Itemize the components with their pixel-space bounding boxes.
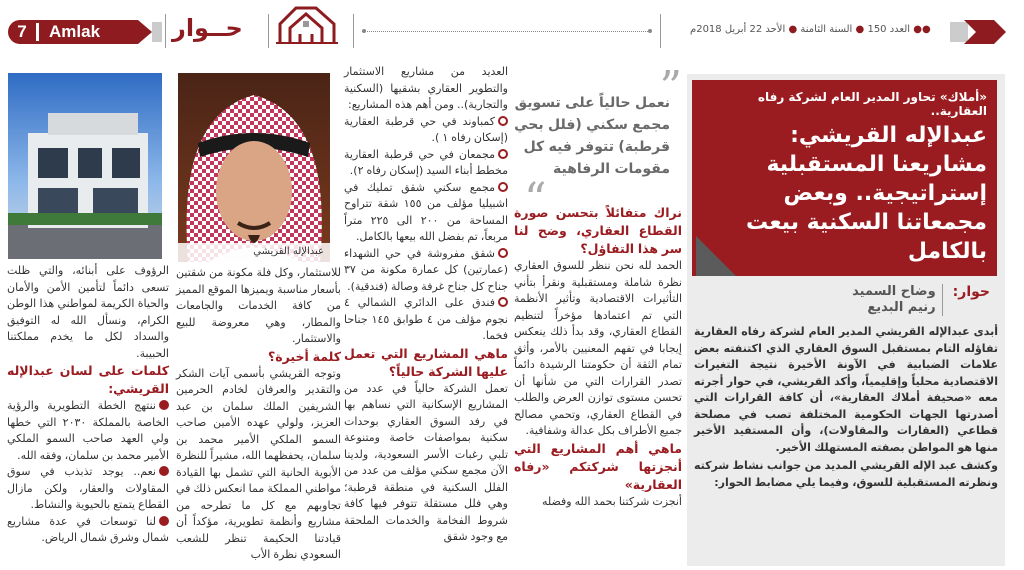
list-item: نعم.. يوجد تذبذب في سوق المقاولات والعقار، ولكن مازال القطاع يتمتع بالحيوية والنشاط. bbox=[7, 465, 169, 511]
list-item: ننتهج الخطة التطويرية والرؤية الخاصة بالمملكة ٢٠٣٠ التي خطها ولي العهد صاحب السمو الملكي الأمير محمد بن سلمان، وفقه الله. bbox=[7, 399, 169, 462]
author-name: وضاح السميد bbox=[852, 284, 936, 299]
arrow-right-icon bbox=[950, 20, 1006, 44]
paragraph: العديد من مشاريع الاستثمار والتطوير العقاري بشقيها (السكنية والتجارية).. ومن أهم هذه المشاريع: bbox=[344, 65, 508, 111]
date-label: 22 أبريل 2018م bbox=[690, 24, 763, 35]
circle-outline-icon bbox=[498, 248, 508, 258]
byline-label: حوار: bbox=[952, 284, 990, 300]
filled-circle-icon bbox=[159, 466, 169, 476]
tab-gray-block bbox=[152, 22, 162, 42]
intro-paragraph: وكشف عبد الإله القريشي المديد من جوانب نشاط شركته ونظرته المستقبلية للسوق، وفيما يلي مضابط الحوار: bbox=[694, 459, 998, 489]
divider bbox=[268, 14, 269, 48]
list-item: فندق على الدائري الشمالي ٤ نجوم مؤلف من ٤ طوابق ١٤٥ جناحا فخما. bbox=[344, 296, 508, 342]
photo-caption: عبدالإله القريشي bbox=[178, 243, 330, 263]
circle-outline-icon bbox=[498, 297, 508, 307]
question: نراك متفائلاً بتحسن صورة القطاع العقاري، وضح لنا سر هذا التفاؤل؟ bbox=[514, 205, 682, 256]
issue-number: العدد 150 bbox=[867, 24, 911, 35]
quote-close-icon: ” bbox=[659, 62, 682, 113]
question: ماهي المشاريع التي تعمل عليها الشركة حالياً؟ bbox=[344, 345, 508, 379]
circle-outline-icon bbox=[498, 116, 508, 126]
answer: وتوجه القريشي بأسمى آيات الشكر والتقدير والعرفان لخادم الحرمين الشريفين الملك سلمان بن عبد العزيز، ولولي عهده الأمين صاحب السمو الملكي الأمير محمد بن سلمان، يحفظهما الله، مشيراً للنظرة الأبوية الحانية التي تشمل بها القيادة مواطني المملكة مما انعكس ذلك في تجاوبهم مع كل ما تطرحه من مشاريع وأنظمة تطويرية، مؤكداً أن قيادتنا الحكيمة تنظر للشعب السعودي نظرة الأب bbox=[176, 366, 341, 561]
circle-outline-icon bbox=[498, 149, 508, 159]
column-3 bbox=[344, 64, 508, 546]
byline bbox=[760, 284, 990, 316]
corner-decoration bbox=[696, 236, 736, 276]
question: كلمة أخيرة؟ bbox=[268, 348, 341, 364]
column-5 bbox=[7, 263, 169, 547]
list-item: لنا توسعات في عدة مشاريع شمال وشرق شمال الرياض. bbox=[7, 514, 169, 544]
circle-outline-icon bbox=[498, 182, 508, 192]
question: ماهي أهم المشاريع التي أنجزتها شركتكم «رفاه العقارية» bbox=[514, 440, 682, 492]
divider bbox=[36, 23, 39, 41]
heading: كلمات على لسان عبدالإله القريشي: bbox=[7, 363, 169, 396]
arrow-left-icon bbox=[138, 20, 152, 44]
kicker: «أملاك» تحاور المدير العام لشركة رفاه العقارية.. bbox=[757, 90, 987, 118]
divider bbox=[660, 14, 661, 48]
answer: تعمل الشركة حالياً في عدد من المشاريع الإسكانية التي نساهم بها في رفد السوق العقاري بوحدات سكنية بمواصفات خاصة ومتنوعة تلبي رغبات الأسر السعودية، ولدينا الآن مجمع سكني مؤلف من عدد من الفلل السكنية في منطقة قرطبة؛ وهي فلل مستقلة تتوفر فيها كافة شروط الفخامة والخدمات الملحقة مع وجود شقق bbox=[344, 381, 508, 543]
section-title: حــوار bbox=[172, 14, 243, 42]
answer: الحمد لله نحن ننظر للسوق العقاري نظرة شاملة ومستقبلية ونقرأ بتأني التأثيرات الاقتصادية وتأثير الأنظمة التي تم اعتمادها مؤخراً لتنظيم القطاع العقاري، وقد بدأ ذلك ينعكس إيجابا في تفهم المعنيين بالأمر، وأثق تمام الثقة أن حكومتنا الرشيدة دائماً تصدر القرارات التي من شأنها أن تحسن مستوى توازن العرض والطلب في القطاع العقاري، وتحمي مصالح جميع الأطراف بكل عدالة وشفافية. bbox=[514, 259, 682, 437]
list-item: مجمع سكني شقق تمليك في اشبيليا مؤلف من ١٥٥ شقة تتراوح المساحة من ٢٠٠ الى ٢٢٥ متراً مربعاً، تم بفضل الله بيعها بالكامل. bbox=[344, 180, 509, 243]
list-item: مجمعان في حي قرطبة العقارية مخطط أبناء السيد (إسكان رفاه ٢). bbox=[344, 147, 508, 177]
filled-circle-icon bbox=[159, 400, 169, 410]
pull-quote: نعمل حالياً على تسويق مجمع سكني (فلل بحي قرطبة) تتوفر فيه كل مقومات الرفاهية bbox=[514, 95, 670, 177]
page-number: 7 bbox=[17, 22, 27, 41]
list-item: كمباوند في حي قرطبة العقارية (إسكان رفاه ١ ). bbox=[344, 114, 508, 144]
quote-open-icon: “ bbox=[524, 174, 547, 225]
dotted-rule bbox=[362, 31, 650, 32]
year-label: السنة الثامنة bbox=[800, 24, 853, 35]
dateline: ●● العدد 150 ● السنة الثامنة ● الأحد 22 أبريل 2018م bbox=[690, 24, 931, 35]
divider bbox=[353, 14, 354, 48]
paragraph: للاستثمار، وكل فلة مكونة من شقتين بأسعار مناسبة ويميزها الموقع المميز من كافة الخدمات والجامعات والمطار، وهي معروضة للبيع والاستثمار. bbox=[176, 266, 341, 345]
author-name: رنيم البديع bbox=[867, 300, 936, 315]
filled-circle-icon bbox=[159, 516, 169, 526]
paragraph: الرؤوف على أبنائه، والتي ظلت تسعى دائماً لتأمين الأمن والأمان والحياة الكريمة لمواطني هذا الوطن الكرام، ونسأل الله له التوفيق والسداد لكل ما يخدم مملكتنا الحبيبة. bbox=[7, 264, 169, 360]
intro-text bbox=[694, 324, 998, 493]
column-2 bbox=[514, 62, 682, 510]
column-4 bbox=[176, 265, 341, 564]
portrait-photo bbox=[178, 73, 330, 262]
house-logo-icon bbox=[276, 4, 338, 44]
building-photo bbox=[8, 73, 162, 259]
headline-box bbox=[692, 80, 997, 276]
intro-paragraph: أبدى عبدالإله القريشي المدير العام لشركة رفاه العقارية تفاؤله التام بمستقبل السوق العقاري الذي اكتنفته بعض علامات الضبابية في الآونة الأخيرة نتيجة التغيرات الاقتصادية محلياً وإقليمياً، وأكد القريشي، في حوار أجرته معه «صحيفة أملاك العقارية»، أن كافة القرارات التي أصدرتها الجهات الحكومية المختلفة تصب في مصلحة قطاعي (العقارات والمقاولات)، وأن المستفيد الأخير منها هو المواطن بصفته المستهلك الأخير. bbox=[694, 325, 998, 454]
headline: عبدالإله القريشي: مشاريعنا المستقبلية إستراتيجية.. وبعض مجمعاتنا السكنية بيعت بالكامل bbox=[746, 123, 987, 264]
list-item: شقق مفروشة في حي الشهداء (عمارتين) كل عمارة مكونة من ٣٧ جناح كل جناح غرفة وصالة (فندقية). bbox=[344, 246, 508, 293]
day-label: الأحد bbox=[765, 24, 786, 35]
dot bbox=[648, 29, 652, 33]
divider bbox=[165, 14, 166, 48]
brand-name: Amlak bbox=[49, 22, 101, 41]
page-tab bbox=[8, 20, 138, 44]
answer: أنجزت شركتنا بحمد الله وفضله bbox=[541, 494, 682, 508]
